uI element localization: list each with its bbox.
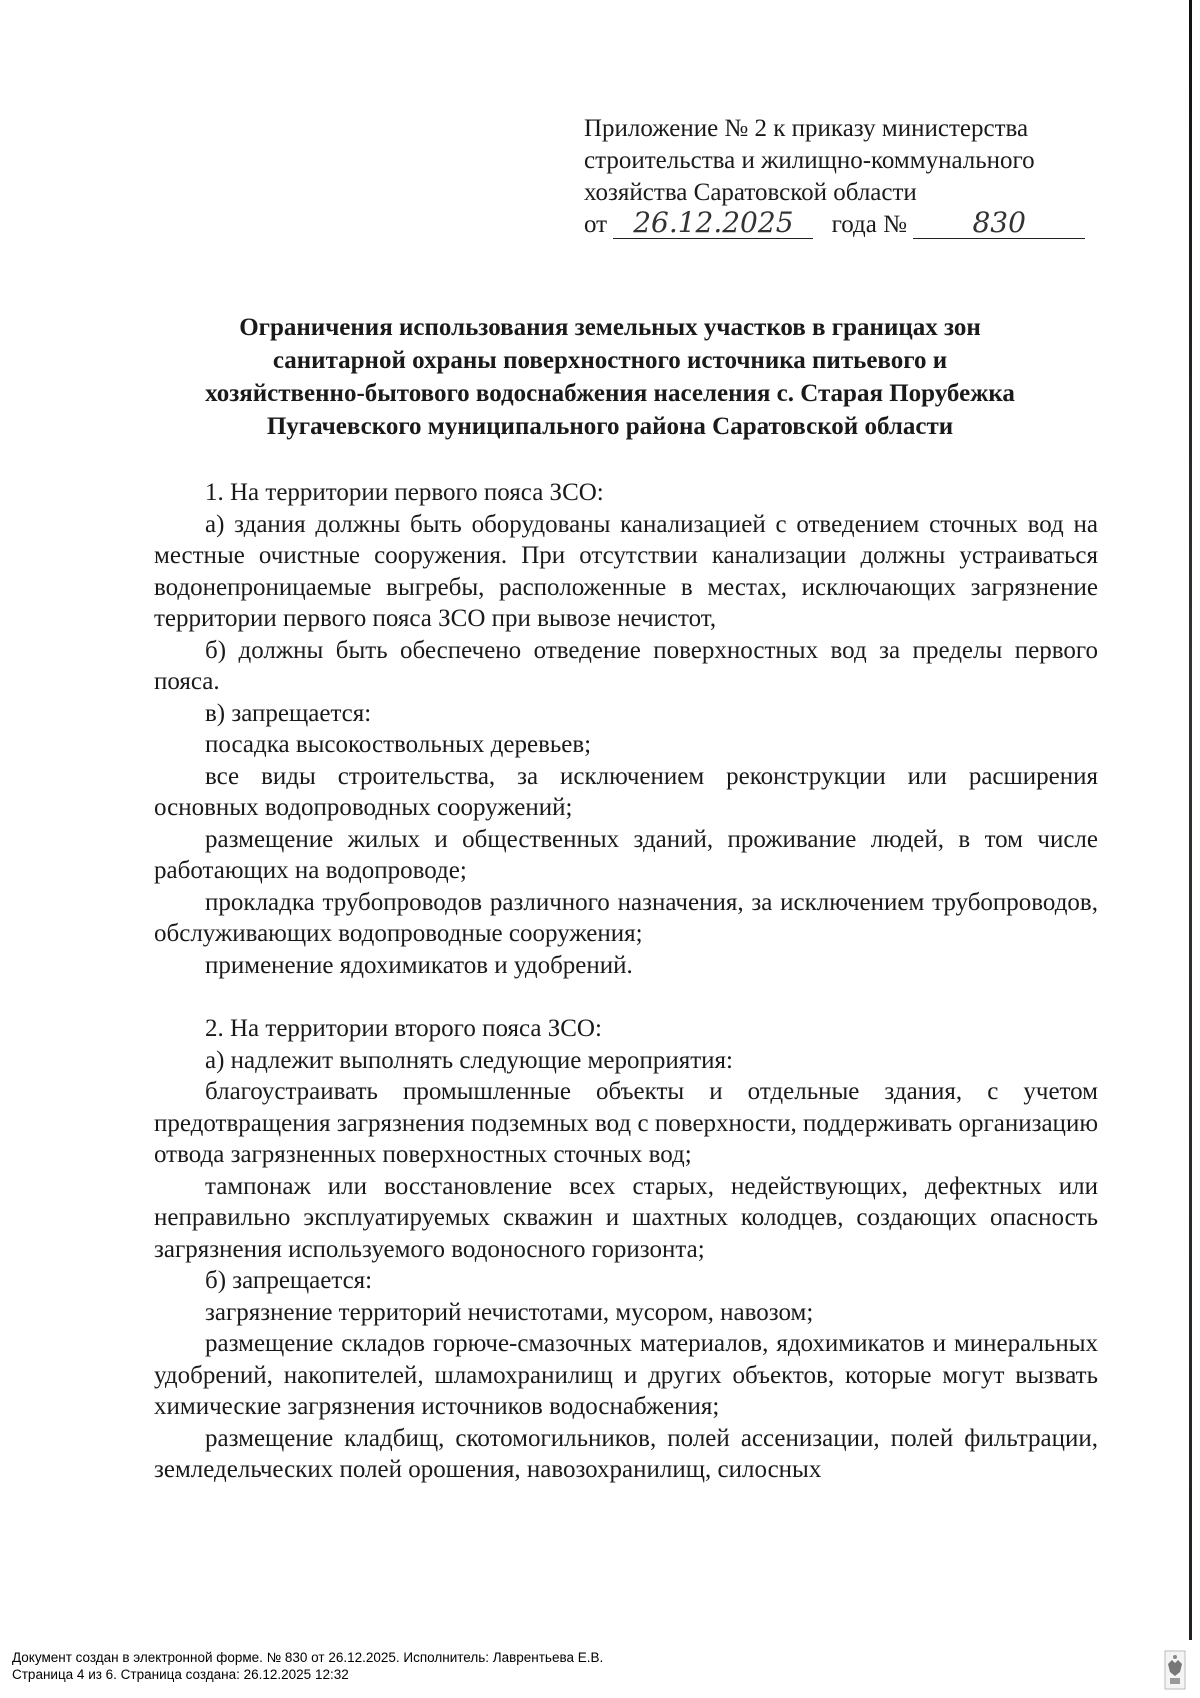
paragraph: применение ядохимикатов и удобрений.	[205, 951, 633, 979]
paragraph: б) должны быть обеспечено отведение поверхностных вод за пределы первого пояса.	[154, 636, 1098, 695]
footer-line-1: Документ создан в электронной форме. № 830 от 26.12.2025. Исполнитель: Лаврентьева Е.В.	[12, 1650, 604, 1665]
electronic-document-footer	[12, 1649, 1112, 1683]
title-line-3: хозяйственно-бытового водоснабжения населения с. Старая Порубежка	[205, 380, 1015, 407]
paragraph: размещение жилых и общественных зданий, проживание людей, в том числе работающих на водопроводе;	[154, 825, 1098, 884]
paragraph: все виды строительства, за исключением реконструкции или расширения основных водопроводных сооружений;	[154, 762, 1098, 821]
document-title	[150, 311, 1070, 443]
year-number-label: года №	[831, 211, 907, 238]
paragraph: б) запрещается:	[205, 1267, 373, 1294]
title-line-2: санитарной охраны поверхностного источника питьевого и	[272, 347, 948, 374]
title-line-1: Ограничения использования земельных участков в границах зон	[239, 314, 981, 341]
scan-edge	[1189, 0, 1192, 1640]
paragraph: а) надлежит выполнять следующие мероприятия:	[205, 1046, 733, 1074]
paragraph: тампонаж или восстановление всех старых, недействующих, дефектных или неправильно эксплуатируемых скважин и шахтных колодцев, создающих опасность загрязнения используемого водоносного горизонта;	[154, 1172, 1098, 1263]
paragraph: прокладка трубопроводов различного назначения, за исключением трубопроводов, обслуживающих водопроводные сооружения;	[154, 888, 1098, 947]
appendix-line-3: хозяйства Саратовской области	[584, 179, 917, 206]
appendix-line-2: строительства и жилищно-коммунального	[584, 147, 1035, 174]
paragraph: благоустраивать промышленные объекты и отдельные здания, с учетом предотвращения загрязнения подземных вод с поверхности, поддерживать организацию отвода загрязненных поверхностных сточных вод;	[154, 1078, 1098, 1168]
document-body	[154, 477, 1098, 1486]
paragraph: посадка высокоствольных деревьев;	[205, 731, 592, 758]
section-heading-2: 2. На территории второго пояса ЗСО:	[205, 1015, 602, 1042]
appendix-line-1: Приложение № 2 к приказу министерства	[584, 115, 1029, 142]
from-label: от	[584, 211, 608, 238]
paragraph: а) здания должны быть оборудованы канализацией с отведением сточных вод на местные очистные сооружения. При отсутствии канализации должны устраиваться водонепроницаемые выгребы, расположенные в местах, исключающих загрязнение территории первого пояса ЗСО при вывозе нечистот,	[154, 510, 1098, 632]
paragraph: загрязнение территорий нечистотами, мусором, навозом;	[205, 1298, 814, 1326]
paragraph: в) запрещается:	[205, 699, 372, 727]
handwritten-date: 26.12.2025	[613, 212, 813, 239]
emblem-icon	[1164, 1650, 1186, 1690]
paragraph: размещение складов горюче-смазочных материалов, ядохимикатов и минеральных удобрений, накопителей, шламохранилищ и других объектов, которые могут вызвать химические загрязнения источников водоснабжения;	[154, 1330, 1098, 1420]
paragraph: размещение кладбищ, скотомогильников, полей ассенизации, полей фильтрации, земледельческих полей орошения, навозохранилищ, силосных	[154, 1424, 1098, 1483]
handwritten-number: 830	[913, 212, 1085, 239]
appendix-header	[584, 113, 1104, 241]
title-line-4: Пугачевского муниципального района Саратовской области	[266, 413, 954, 440]
footer-line-2: Страница 4 из 6. Страница создана: 26.12.2025 12:32	[12, 1667, 349, 1682]
section-heading-1: 1. На территории первого пояса ЗСО:	[205, 479, 604, 506]
appendix-date-line	[584, 206, 1104, 241]
